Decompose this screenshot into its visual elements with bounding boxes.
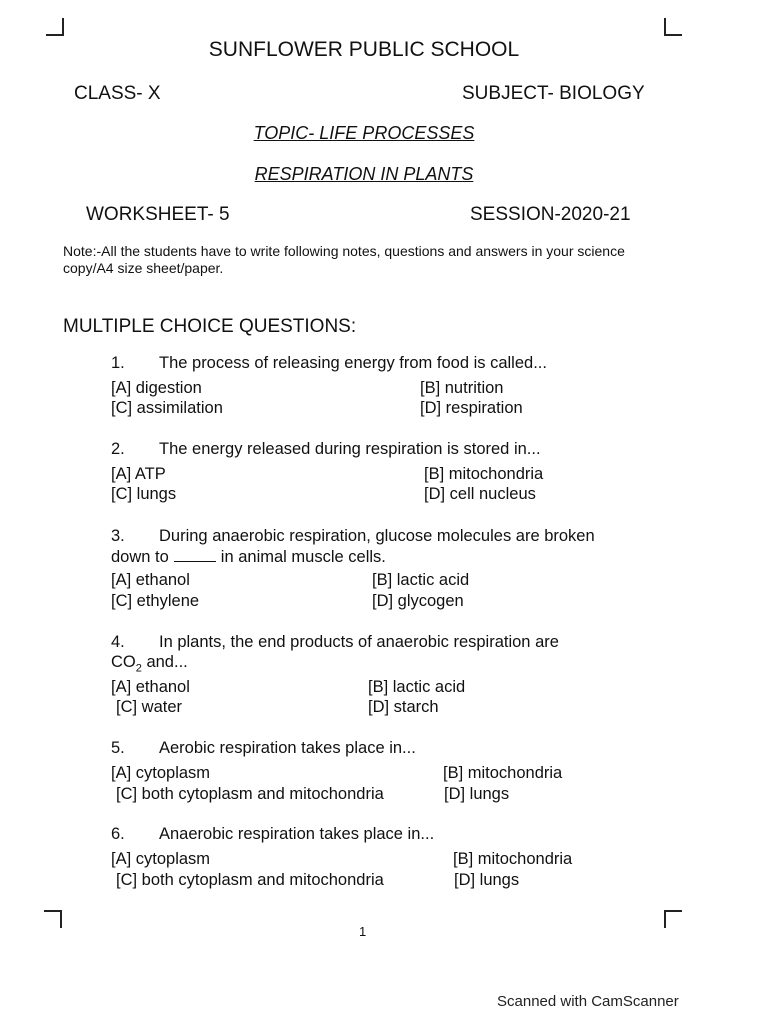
subtopic-heading: RESPIRATION IN PLANTS xyxy=(254,164,474,184)
fill-in-blank xyxy=(174,547,216,562)
note-line-2: copy/A4 size sheet/paper. xyxy=(63,260,224,276)
option-c: [C] assimilation xyxy=(111,399,223,417)
option-a: [A] ethanol xyxy=(111,678,190,696)
option-b: [B] mitochondria xyxy=(424,465,544,483)
option-c: [C] lungs xyxy=(111,485,177,503)
question-number: 3. xyxy=(111,527,125,545)
crop-mark-top-right xyxy=(664,18,682,36)
page-number: 1 xyxy=(359,924,367,939)
class-label: CLASS- X xyxy=(74,83,161,104)
question-number: 1. xyxy=(111,354,125,372)
option-d: [D] lungs xyxy=(444,785,510,803)
question-number: 5. xyxy=(111,739,125,757)
note-line-1: Note:-All the students have to write following notes, questions and answers in your science xyxy=(63,243,625,259)
option-b: [B] mitochondria xyxy=(453,850,573,868)
question-4-continued xyxy=(111,653,188,674)
question-3-continued xyxy=(111,547,386,567)
crop-mark-top-left xyxy=(46,18,64,36)
session-label: SESSION-2020-21 xyxy=(470,204,631,225)
option-c: [C] both cytoplasm and mitochondria xyxy=(116,871,384,889)
option-d: [D] starch xyxy=(368,698,439,716)
option-b: [B] lactic acid xyxy=(372,571,470,589)
option-a: [A] digestion xyxy=(111,379,202,397)
subscript: 2 xyxy=(135,662,142,675)
section-heading: MULTIPLE CHOICE QUESTIONS: xyxy=(63,316,357,337)
option-a: [A] cytoplasm xyxy=(111,850,211,868)
question-text: The energy released during respiration is stored in... xyxy=(159,440,541,458)
question-text-post: and... xyxy=(141,653,188,671)
topic-heading: TOPIC- LIFE PROCESSES xyxy=(253,123,475,143)
crop-mark-bottom-left xyxy=(44,910,62,928)
question-text: In plants, the end products of anaerobic respiration are xyxy=(159,633,559,651)
subject-label: SUBJECT- BIOLOGY xyxy=(462,83,645,104)
question-number: 6. xyxy=(111,825,125,843)
question-text-post: in animal muscle cells. xyxy=(220,548,386,566)
option-d: [D] respiration xyxy=(420,399,523,417)
question-1 xyxy=(111,354,547,373)
option-c: [C] ethylene xyxy=(111,592,200,610)
school-name: SUNFLOWER PUBLIC SCHOOL xyxy=(208,38,520,61)
question-4 xyxy=(111,633,559,652)
worksheet-label: WORKSHEET- 5 xyxy=(86,204,230,225)
question-5 xyxy=(111,739,416,758)
question-text-pre: down to xyxy=(111,548,169,566)
question-text: Anaerobic respiration takes place in... xyxy=(159,825,435,843)
question-text-pre: CO xyxy=(111,653,136,671)
option-c: [C] both cytoplasm and mitochondria xyxy=(116,785,384,803)
option-c: [C] water xyxy=(116,698,183,716)
question-text: The process of releasing energy from food is called... xyxy=(159,354,547,372)
option-a: [A] ATP xyxy=(111,465,166,483)
question-6 xyxy=(111,825,434,844)
option-b: [B] nutrition xyxy=(420,379,504,397)
option-d: [D] glycogen xyxy=(372,592,464,610)
question-text: During anaerobic respiration, glucose molecules are broken xyxy=(159,527,595,545)
option-a: [A] ethanol xyxy=(111,571,190,589)
crop-mark-bottom-right xyxy=(664,910,682,928)
question-text: Aerobic respiration takes place in... xyxy=(159,739,416,757)
scanner-credit: Scanned with CamScanner xyxy=(497,993,679,1010)
option-d: [D] cell nucleus xyxy=(424,485,536,503)
option-a: [A] cytoplasm xyxy=(111,764,211,782)
question-2 xyxy=(111,440,541,459)
option-b: [B] mitochondria xyxy=(443,764,563,782)
question-number: 2. xyxy=(111,440,125,458)
question-3 xyxy=(111,527,595,546)
question-number: 4. xyxy=(111,633,125,651)
option-d: [D] lungs xyxy=(454,871,520,889)
option-b: [B] lactic acid xyxy=(368,678,466,696)
